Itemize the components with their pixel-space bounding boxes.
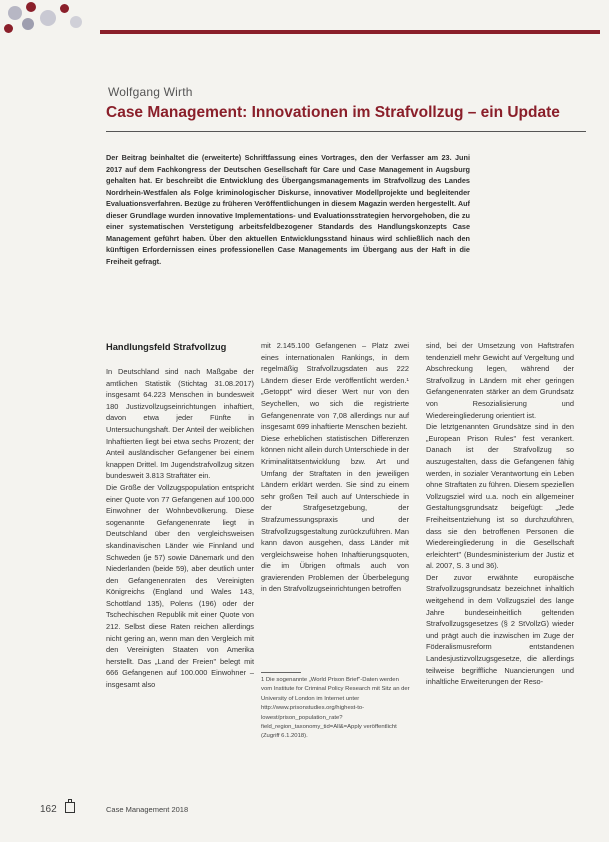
paragraph: Die Größe der Vollzugspopulation entspricht einer Quote von 77 Gefangenen auf 100.000 Einwohner der Wohnbevölkerung. Diese sogenannte Gefangenenrate liegt in Deutschland über den vergleichsweisen skandinavischen Länder wie Finnland und Schweden (je 57) sowie Dänemark und den Niederlanden (beide 59), aber deutlich unter den Gefangenenraten des Vereinigten Königreichs (England und Wales 143, Schottland 135), Polens (196) oder der Tschechischen Republik mit einer Quote von 212. Selbst diese Raten reichen allerdings nicht gering an, wenn man den Vergleich mit den Vereinigten Staaten von Amerika herstellt. Das „Land der Freien" belegt mit 666 Gefangenen auf 100.000 Einwohner – insgesamt also (106, 482, 254, 690)
title-divider (106, 131, 586, 132)
molecule-logo-icon (0, 0, 100, 40)
article-title: Case Management: Innovationen im Strafvollzug – ein Update (106, 104, 560, 121)
page-footer (40, 804, 580, 824)
page-number: 162 (40, 804, 57, 815)
text-column-2 (261, 340, 409, 595)
footnote: 1 Die sogenannte „World Prison Brief"-Daten werden vom Institute for Criminal Policy Research mit Sitz an der University of London im Internet unter http://www.prisonstudies.org/highest-to-lowest/prison_population_rate?field_region_taxonomy_tid=All&=Apply veröffentlicht (Zugriff 6.1.2018). (261, 677, 410, 740)
journal-name: Case Management 2018 (106, 805, 189, 814)
paragraph: Der zuvor erwähnte europäische Strafvollzugsgrundsatz bezeichnet inhaltlich weitgehend in dem Vollzugsziel des lange Jahre bundeseinheitlich geltenden Strafvollzugsgesetzes (§ 2 StVollzG) wieder und prägt auch die inzwischen im Zuge der Föderalismusreform entstandenen Landesjustizvollzugsgesetze, die allerdings teilweise begriffliche Nuancierungen und inhaltliche Erweiterungen der Reso- (426, 572, 574, 687)
text-column-1 (106, 340, 254, 691)
author-name: Wolfgang Wirth (108, 85, 193, 99)
paragraph: sind, bei der Umsetzung von Haftstrafen tendenziell mehr Gewicht auf Vergeltung und Abschreckung legen, während der Strafvollzug in Ländern mit eher geringen Gefangenenraten stärker an dem Grundsatz von Resozialisierung und Wiedereingliederung orientiert ist. (426, 341, 574, 420)
header-rule (100, 30, 600, 34)
paragraph: Die letztgenannten Grundsätze sind in den „European Prison Rules" fest verankert. Danach ist der Strafvollzug so auszugestalten, dass die Gefangenen fähig werden, in sozialer Verantwortung ein Leben ohne Straftaten zu führen. Diesem speziellen Vollzugsziel wird u.a. noch ein allgemeiner Gestaltungsgrundsatz beigefügt: „Jede Freiheitsentziehung ist so durchzuführen, dass sie den betroffenen Personen die Wiedereingliederung in die Gesellschaft erleichtert" (Bundesministerium der Justiz et al. 2007, S. 3 und 36). (426, 422, 574, 571)
footnote-divider (261, 672, 301, 673)
paragraph: Diese erheblichen statistischen Differenzen können nicht allein durch Unterschiede in der Kriminalitätsentwicklung bzw. Art und Umfang der Straftaten in den jeweiligen Ländern erklärt werden. Sie sind zu einem sehr großen Teil auch auf Unterschiede in der Strafgesetzgebung, der Strafzumessungspraxis und der Strafvollzugsgestaltung zurückzuführen. Man kann davon ausgehen, dass Länder mit vergleichsweise hohen Inhaftierungsquoten, die im Übrigen oftmals auch von gravierenden Problemen der Überbelegung in den Strafvollzugseinrichtungen betroffen (261, 433, 409, 594)
journal-icon (65, 802, 75, 813)
paragraph: In Deutschland sind nach Maßgabe der amtlichen Statistik (Stichtag 31.08.2017) insgesamt 64.223 Menschen in bundesweit 180 Justizvollzugseinrichtungen inhaftiert, davon etwa jeder Fünfte in Untersuchungshaft. Der Anteil der weiblichen Inhaftierten liegt bei etwa sechs Prozent; der Anteil ausländischer Gefangener bei einem knappen Drittel. Im Jugendstrafvollzug sitzen bundesweit 3.813 Straftäter ein. (106, 367, 254, 481)
text-column-3 (426, 340, 574, 688)
article-abstract: Der Beitrag beinhaltet die (erweiterte) Schriftfassung eines Vortrages, den der Verfasser am 23. Juni 2017 auf dem Fachkongress der Deutschen Gesellschaft für Care und Case Management in Augsburg gehalten hat. Er beschreibt die Entwicklung des Übergangsmanagements im Strafvollzug des Landes Nordrhein-Westfalen als Folge kriminologischer Diskurse, innovativer Modellprojekte und begleitender Evaluationsverfahren. Bezüge zu früheren Veröffentlichungen in diesem Magazin werden hergestellt. Auf dieser Grundlage wurden innovative Implementations- und Evaluationsstrategien hervorgehoben, die zu einer systematischen Verstetigung arbeitsfeldbezogener Standards des Handlungskonzepts Case Management geführt haben. Über den aktuellen Entwicklungsstand hinaus wird schließlich nach den künftigen Erfordernissen eines professionellen Case Managements im Übergang aus der Haft in die Freiheit gefragt. (106, 153, 470, 266)
paragraph: mit 2.145.100 Gefangenen – Platz zwei eines internationalen Rankings, in dem regelmäßig Strafvollzugsdaten aus 222 Ländern dieser Erde veröffentlicht werden.¹ „Getoppt" wird dieser Wert nur von den Seychellen, wo sich die registrierte Gefangenenrate von 7,08 allerdings nur auf insgesamt 699 inhaftierte Menschen bezieht. (261, 341, 409, 432)
section-heading: Handlungsfeld Strafvollzug (106, 342, 227, 352)
